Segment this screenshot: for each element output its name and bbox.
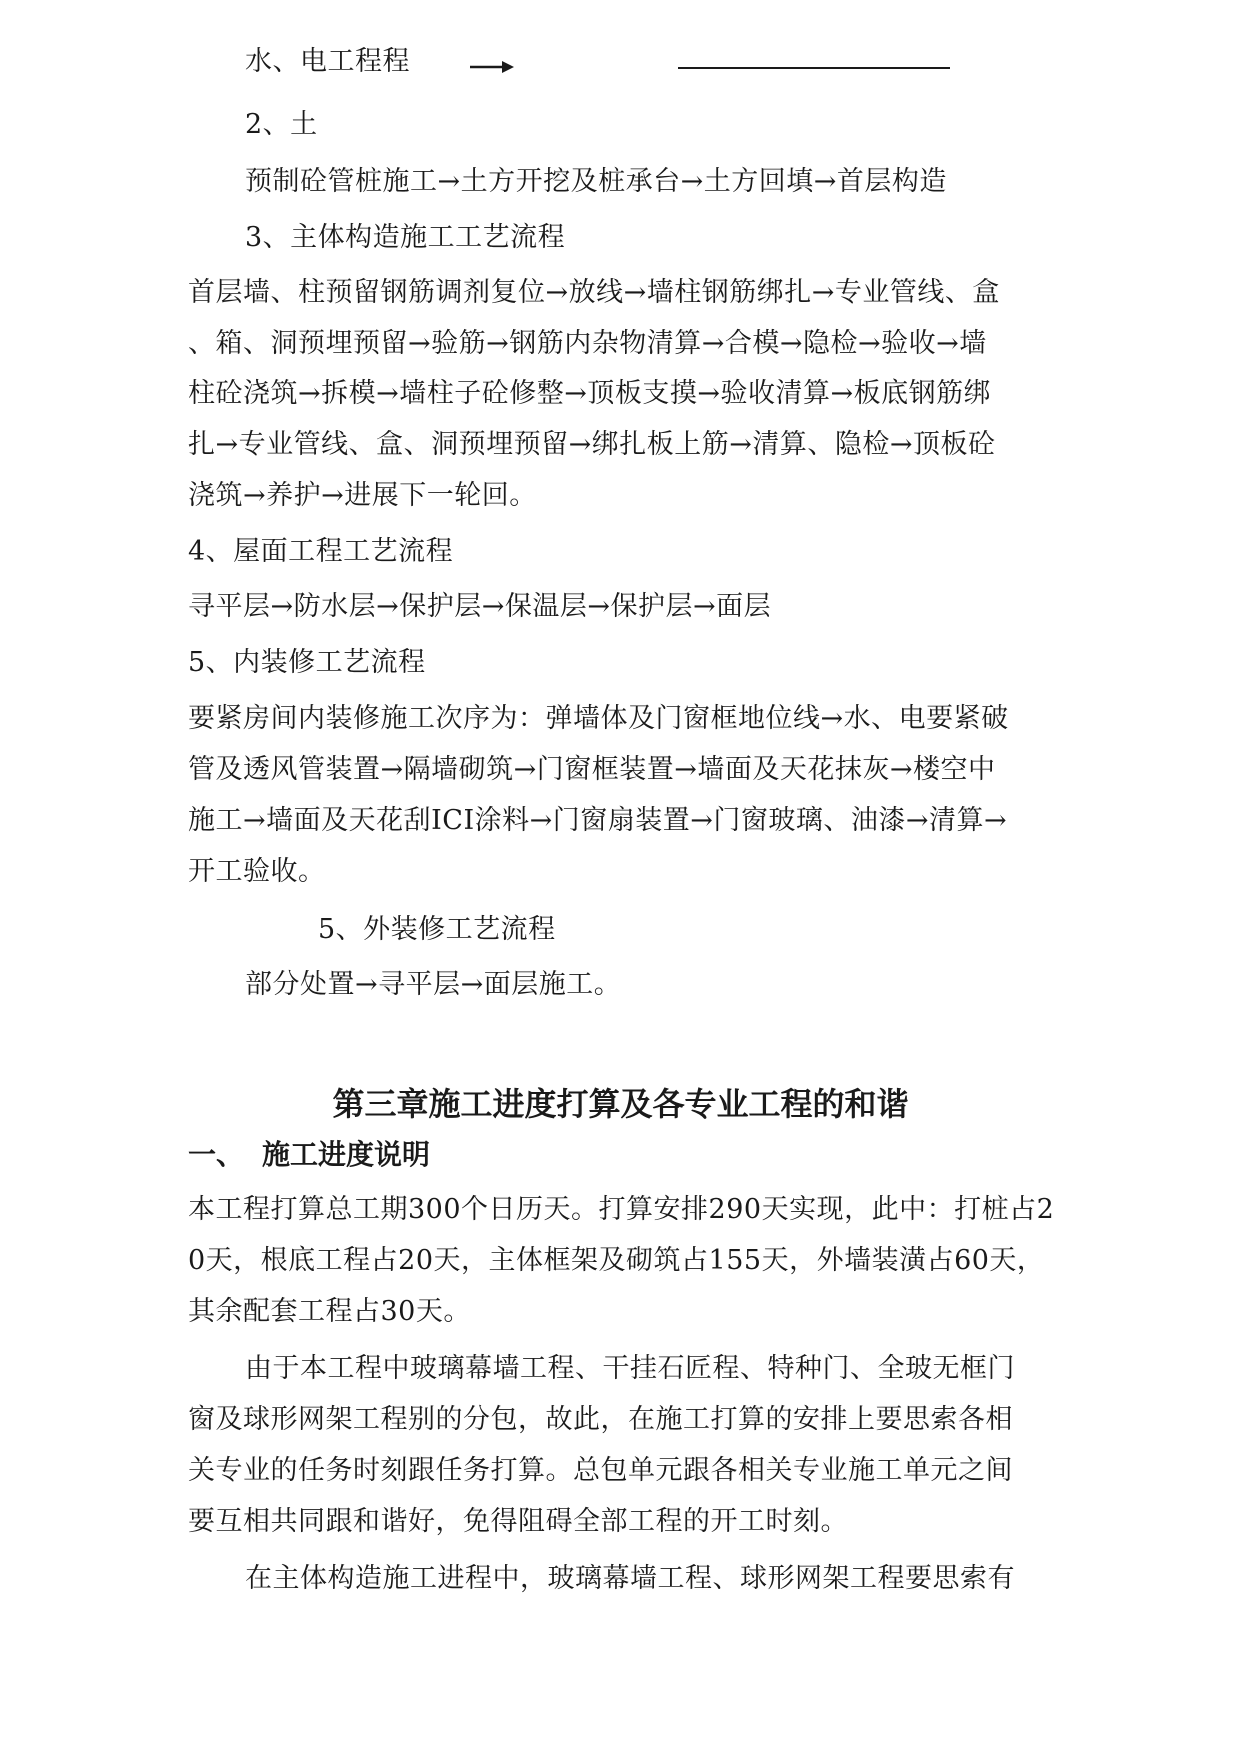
blank-underline — [678, 67, 950, 69]
paragraph-line: 关专业的任务时刻跟任务打算。总包单元跟各相关专业施工单元之间 — [188, 1455, 1013, 1486]
section-number: 一、 — [188, 1138, 245, 1171]
process-line-exterior: 部分处置→寻平层→面层施工。 — [245, 969, 622, 1000]
paragraph-line: 窗及球形网架工程别的分包，故此，在施工打算的安排上要思索各相 — [188, 1404, 1013, 1435]
item-2-heading: 2、土 — [245, 109, 318, 140]
section-heading — [188, 1137, 430, 1173]
paragraph-line: 浇筑→养护→进展下一轮回。 — [188, 480, 537, 511]
paragraph-line: 、箱、洞预埋预留→验筋→钢筋内杂物清算→合模→隐检→验收→墙 — [188, 328, 987, 359]
paragraph-line: 开工验收。 — [188, 856, 326, 887]
paragraph-line: 首层墙、柱预留钢筋调剂复位→放线→墙柱钢筋绑扎→专业管线、盒 — [188, 277, 1000, 308]
item-5b-heading: 5、外装修工艺流程 — [318, 914, 556, 945]
paragraph-line: 其余配套工程占30天。 — [188, 1296, 471, 1327]
paragraph-line: 本工程打算总工期300个日历天。打算安排290天实现，此中：打桩占2 — [188, 1194, 1055, 1225]
chapter-title: 第三章施工进度打算及各专业工程的和谐 — [332, 1085, 909, 1123]
arrow-right-icon — [470, 60, 514, 74]
section-title: 施工进度说明 — [262, 1138, 431, 1171]
item-4-heading: 4、屋面工程工艺流程 — [188, 536, 454, 567]
item-3-heading: 3、主体构造施工工艺流程 — [245, 222, 566, 253]
process-line-water-electric: 水、电工程程 — [245, 46, 410, 77]
paragraph-line: 扎→专业管线、盒、洞预埋预留→绑扎板上筋→清算、隐检→顶板砼 — [188, 429, 996, 460]
process-line-foundation: 预制砼管桩施工→土方开挖及桩承台→土方回填→首层构造 — [245, 166, 947, 197]
paragraph-line: 要紧房间内装修施工次序为：弹墙体及门窗框地位线→水、电要紧破 — [188, 703, 1009, 734]
process-line-roof: 寻平层→防水层→保护层→保温层→保护层→面层 — [188, 591, 772, 622]
item-5-heading: 5、内装修工艺流程 — [188, 647, 426, 678]
paragraph-line: 在主体构造施工进程中，玻璃幕墙工程、球形网架工程要思索有 — [245, 1563, 1015, 1594]
paragraph-line: 由于本工程中玻璃幕墙工程、干挂石匠程、特种门、全玻无框门 — [245, 1353, 1015, 1384]
paragraph-line: 柱砼浇筑→拆模→墙柱子砼修整→顶板支摸→验收清算→板底钢筋绑 — [188, 378, 992, 409]
paragraph-line: 0天，根底工程占20天，主体框架及砌筑占155天，外墙装潢占60天， — [188, 1245, 1045, 1276]
paragraph-line: 施工→墙面及天花刮ICI涂料→门窗扇装置→门窗玻璃、油漆→清算→ — [188, 805, 1008, 836]
paragraph-line: 管及透风管装置→隔墙砌筑→门窗框装置→墙面及天花抹灰→楼空中 — [188, 754, 996, 785]
paragraph-line: 要互相共同跟和谐好，免得阻碍全部工程的开工时刻。 — [188, 1506, 848, 1537]
